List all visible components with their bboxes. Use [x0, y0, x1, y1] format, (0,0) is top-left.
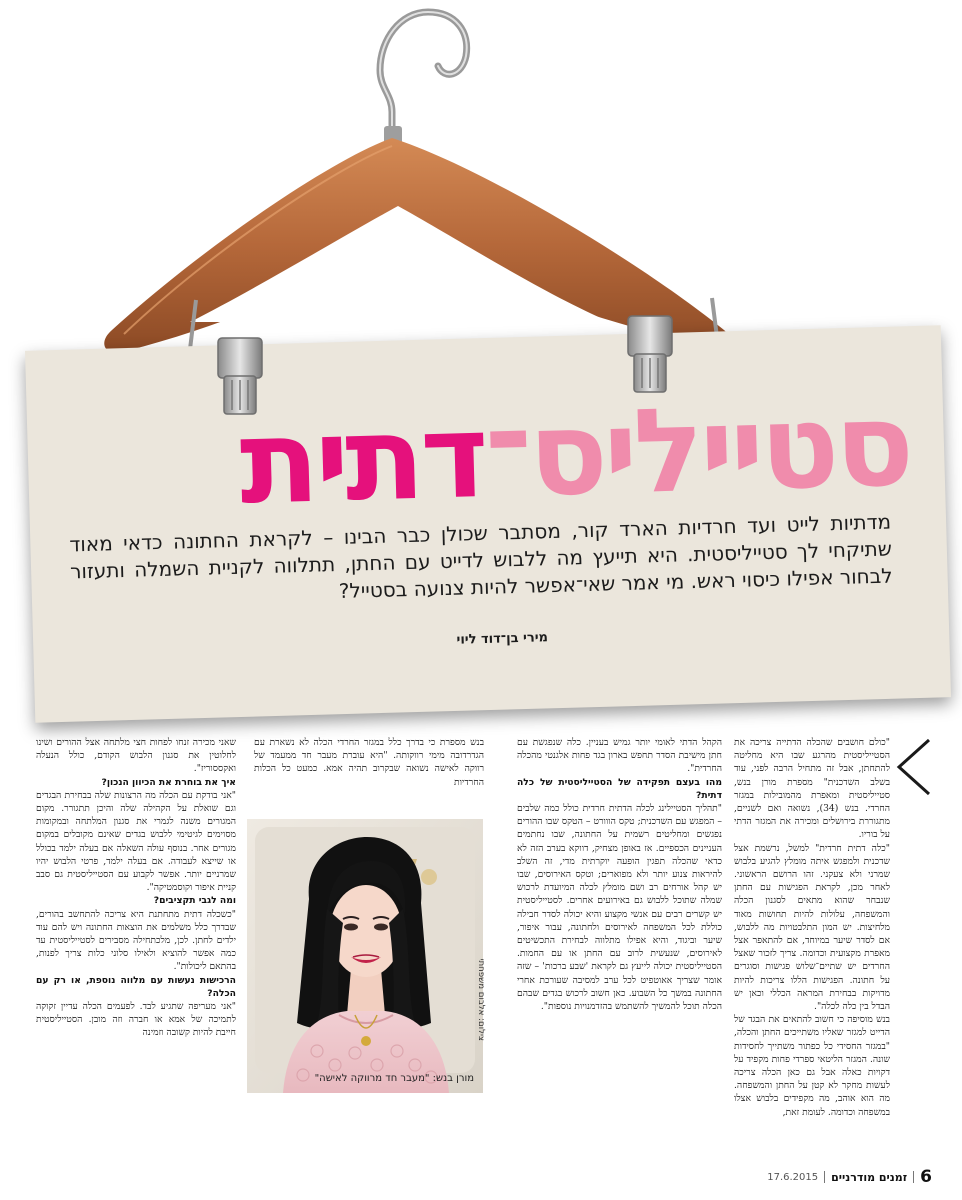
paragraph: "כלה דתית חרדית" למשל, נרשמת אצל שדכנית ולמפגש איתה מומלץ להגיע בלבוש שמרני ולא צעקני. זהו הרושם הראשוני. לאחר מכן, לקראת הפגישות עם החתן שנבחר שהוא מתאים לסגנון הכלה והמשפחה, עלולות להיות תחושות מאוד מלחיצות. יש המון התלבטויות מה ללבוש, אם לסדר שיער במיוחד, אם להתאפר אצל מאפרת מקצועית וכדומה. צריך לזכור שאצל החרדים יש שתיים־שלוש פגישות וסוגרים על חתונה. הפגישות הללו צריכות להיות מדויקות בבחירת המראה הכללי וכאן יש הבדל בין כלה לכלה". [734, 842, 890, 1013]
interview-question: ומה לגבי תקציבים? [153, 895, 236, 907]
paragraph: "כולם חושבים שהכלה הדתייה צריכה את הסטייליסטית מהרגע שבו היא מחליטה להתחתן, אבל זה מתחיל הרבה לפני, עוד בשלב השדכנית" מספרת מורן בנש, סטייליסטית ומאפרת מהמובילות במגזר החרדי. בנש (34), נשואה ואם לשניים, מתגוררת בירושלים ומכירה את המגזר הדתי על בוריו. [734, 737, 890, 841]
page-number: 6 [920, 1167, 932, 1187]
body-column-2 [517, 736, 722, 1166]
footer-divider [824, 1171, 825, 1183]
paragraph: "אני בודקת עם הכלה מה הרצונות שלה בבחירת הבגדים וגם שואלת על הקהילה שלה והיכן תתגורר. מקום המגורים משנה לגמרי את סגנון המלתחה ובמקומות מסוימים לגיטימי ללבוש בגדים שאינם מקובלים במקום מגורים אחר. בנוסף עולה השאלה אם בעלה ילמד בכולל או שייצא לעבודה. אם בעלה ילמד, פרטי הלבוש יהיו שמרניים יותר. אפשר לקבוע עם הסטייליסטית גם סבב קניית איפור וקוסמטיקה". [36, 789, 236, 894]
paragraph: "תהליך הסטיילינג לכלה הדתית חרדית כולל כמה שלבים – המפגש עם השדכנית; טקס הווורט – הטקס שבו ההורים נפגשים ומחליטים רשמית על החתונה, שבו נחתמים העניינים הכספיים. אז באופן מצחיק, דווקא בערב הזה לא כדאי שהכלה תפגין הופעה יוקרתית מדי, זה השלב להיראות צנוע יותר ולא מפוארים; וטקס האירוסים, שבו יש קהל אורחים רב ושם מומלץ לכלה המיועדת לרכוש שמלה שתוכל ללבוש גם באירועים אחרים. לסטייליסטית יש קשרים רבים עם אנשי מקצוע והיא יכולה לסדר חבילה כוללת לכל המשפחה לאירוסים ולחתונה, עבור איפור, שיער וביגוד, והיא אפילו מתלווה לבחירת התכשיטים לאירוסים, שנעשית לרוב עם החתן או עם החמות. הסטייליסטית יכולה לייעץ גם לקראת 'שבע ברכות' – שזה אומר שצריך אאוטפיט לכל ערב למסיבה שעורכת אחרי החתונה במשך כל השבוע. כאן חשוב לרכוש בגדים שבהם הכלה תוכל להמשיך להשתמש בהזדמנויות נוספות". [517, 803, 722, 1013]
paragraph: שאני מכירה זנחו לפחות חצי מלתחה אצל ההורים ושינו לחלוטין את סגנון הלבוש הקודם, כולל הנעלה ואקססוריז". [36, 737, 236, 775]
interview-question: איך את בוחרת את הכיוון הנכון? [101, 776, 236, 788]
publication-name: זמנים מודרניים [831, 1170, 908, 1184]
title-part-2: דתית [238, 389, 487, 531]
paragraph: בנש מוסיפה כי חשוב להתאים את הבגד של הדייט למגזר שאליו משתייכים החתן והכלה, "במגזר החסידי כל כפתור משתייך לחסידות שונה. המגזר הליטאי ספרדי פחות מקפיד על דקויות כאלה אבל גם כאן הכלה צריכה לעשות מחקר לא קטן על החתן והמשפחה. מה הוא אוהב, מה מקפידים בלבוש אצלו במשפחה וכדומה. לעומת זאת, [734, 1014, 890, 1118]
body-column-1 [734, 736, 890, 1166]
interview-question: מהו בעצם תפקידה של הסטייליסטית של כלה דתית? [517, 776, 722, 801]
article-byline: מירי בן־דוד ליוי [456, 630, 549, 648]
paragraph: "כשכלה דתית מתחתנת היא צריכה להתחשב בהורים, שבדרך כלל משלמים את הוצאות החתונה ויש להם עוד ילדים לחתן. לכן, מלכתחילה מסבירים לסטייליסטית עד כמה אפשר להוציא ולאילו סלוני כלות צריך לפנות, בהתאם ליכולות". [36, 908, 236, 973]
portrait-illustration [247, 819, 483, 1093]
interview-question: הרכישות נעשות עם מלווה נוספת, או רק עם הכלה? [36, 974, 236, 999]
photo-credit: צילום: אלבום משפחתי [476, 958, 486, 1041]
paragraph: הקהל הדתי לאומי יותר גמיש בעניין. כלה שנפגשת עם חתן מישיבת הסדר תחפש בארון בגד פחות אלגנטי מהכלה החרדית". [517, 737, 722, 775]
title-hyphen: ־ [482, 387, 531, 524]
chevron-left-icon [893, 736, 933, 798]
page-footer [730, 1167, 932, 1187]
paragraph: בנש מספרת כי בדרך כלל במגזר החרדי הכלה לא נשארת עם הגדרדובה מימי רווקותה. "היא עוברת מעבר חד ממעמד של רווקה לאישה נשואה שבקרוב תהיה אמא. כמעט כל הכלות החרדיות [254, 737, 484, 788]
title-part-1: סטייליס [526, 377, 912, 523]
footer-divider [913, 1171, 914, 1183]
photo-caption: מורן בנש: "מעבר חד מרווקה לאישה" [314, 1073, 474, 1084]
body-column-4 [36, 736, 236, 1166]
paragraph: "אני מעריפה שתגיע לבד. לפעמים הכלה עדיין זקוקה לתמיכה של אמא או חברה וזה מובן. הסטייליסטית חייבת להיות קשובה וזמינה [36, 1001, 236, 1039]
portrait-photo [247, 819, 483, 1093]
body-column-3 [254, 736, 484, 806]
article-dek: מדתיות לייט ועד חרדיות הארד קור, מסתבר שכולן כבר הבינו – לקראת החתונה כדאי מאוד שתיקחי לך סטייליסטית. היא תייעץ מה ללבוש לדייט עם החתן, תתלווה לקניית השמלה ותעזור לבחור אפילו כיסוי ראש. מי אמר שאי־אפשר להיות צנועה בסטייל? [69, 509, 893, 603]
issue-date: 17.6.2015 [767, 1171, 819, 1183]
